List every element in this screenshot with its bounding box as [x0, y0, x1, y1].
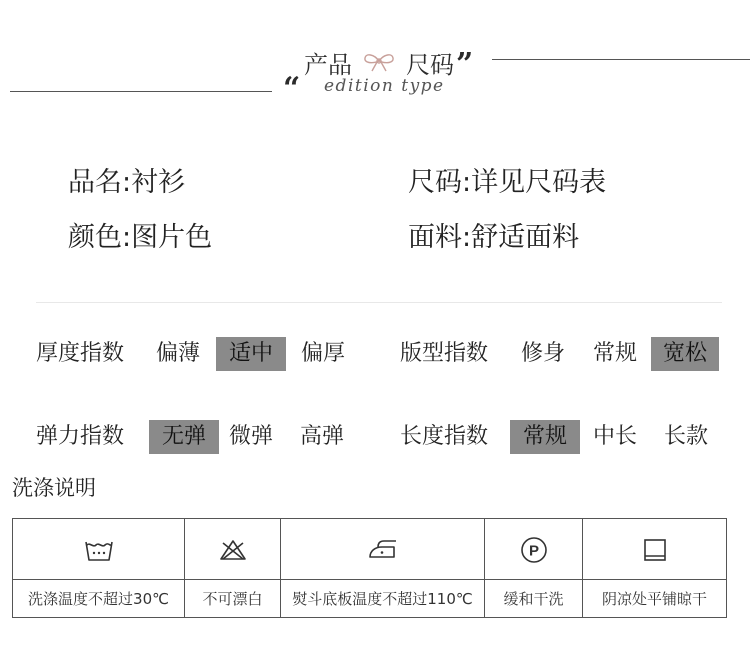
header-rule-left	[10, 91, 272, 92]
length-option-regular: 常规	[510, 420, 580, 454]
iron-icon	[366, 537, 400, 563]
wash-cell	[13, 519, 185, 617]
section-title	[304, 44, 473, 80]
thickness-option-thin: 偏薄	[155, 341, 200, 366]
elasticity-option-high: 高弹	[299, 424, 344, 449]
fit-index-label: 版型指数	[400, 341, 489, 366]
elasticity-index-label: 弹力指数	[36, 424, 125, 449]
elasticity-option-none: 无弹	[149, 420, 219, 454]
wash-cell	[281, 519, 485, 617]
dry-clean-p-icon	[519, 535, 549, 565]
fit-option-regular: 常规	[592, 341, 637, 366]
no-bleach-icon	[218, 537, 248, 563]
elasticity-option-slight: 微弹	[228, 424, 273, 449]
wash-30-icon	[84, 537, 114, 563]
wash-label: 阴凉处平铺晾干	[583, 579, 726, 618]
thickness-option-medium: 适中	[216, 337, 286, 371]
wash-cell	[485, 519, 583, 617]
svg-text:P: P	[528, 542, 539, 560]
title-left: 产品	[304, 50, 352, 79]
thickness-index-label: 厚度指数	[36, 341, 125, 366]
fit-option-loose: 宽松	[651, 337, 719, 371]
wash-instructions-title: 洗涤说明	[12, 476, 96, 500]
wash-label: 不可漂白	[185, 579, 280, 618]
length-option-long: 长款	[663, 424, 708, 449]
wash-label: 洗涤温度不超过30℃	[13, 579, 184, 618]
section-subtitle: edition type	[324, 76, 445, 96]
close-quote: ”	[456, 47, 474, 82]
product-size: 尺码:详见尺码表	[408, 167, 607, 198]
thickness-option-thick: 偏厚	[300, 341, 345, 366]
open-quote: “	[283, 71, 301, 106]
wash-label: 熨斗底板温度不超过110℃	[281, 579, 484, 618]
wash-cell	[583, 519, 726, 617]
length-option-mid: 中长	[592, 424, 637, 449]
wash-cell	[185, 519, 281, 617]
fit-option-slim: 修身	[520, 341, 565, 366]
product-color: 颜色:图片色	[68, 222, 213, 253]
divider	[36, 302, 722, 303]
wash-label: 缓和干洗	[485, 579, 582, 618]
bow-icon	[362, 50, 396, 74]
header-rule-right	[492, 59, 750, 60]
length-index-label: 长度指数	[400, 424, 489, 449]
product-fabric: 面料:舒适面料	[408, 222, 580, 253]
title-right: 尺码	[406, 50, 454, 79]
wash-table	[12, 518, 727, 618]
line-dry-shade-icon	[641, 536, 669, 564]
product-name: 品名:衬衫	[68, 167, 186, 198]
